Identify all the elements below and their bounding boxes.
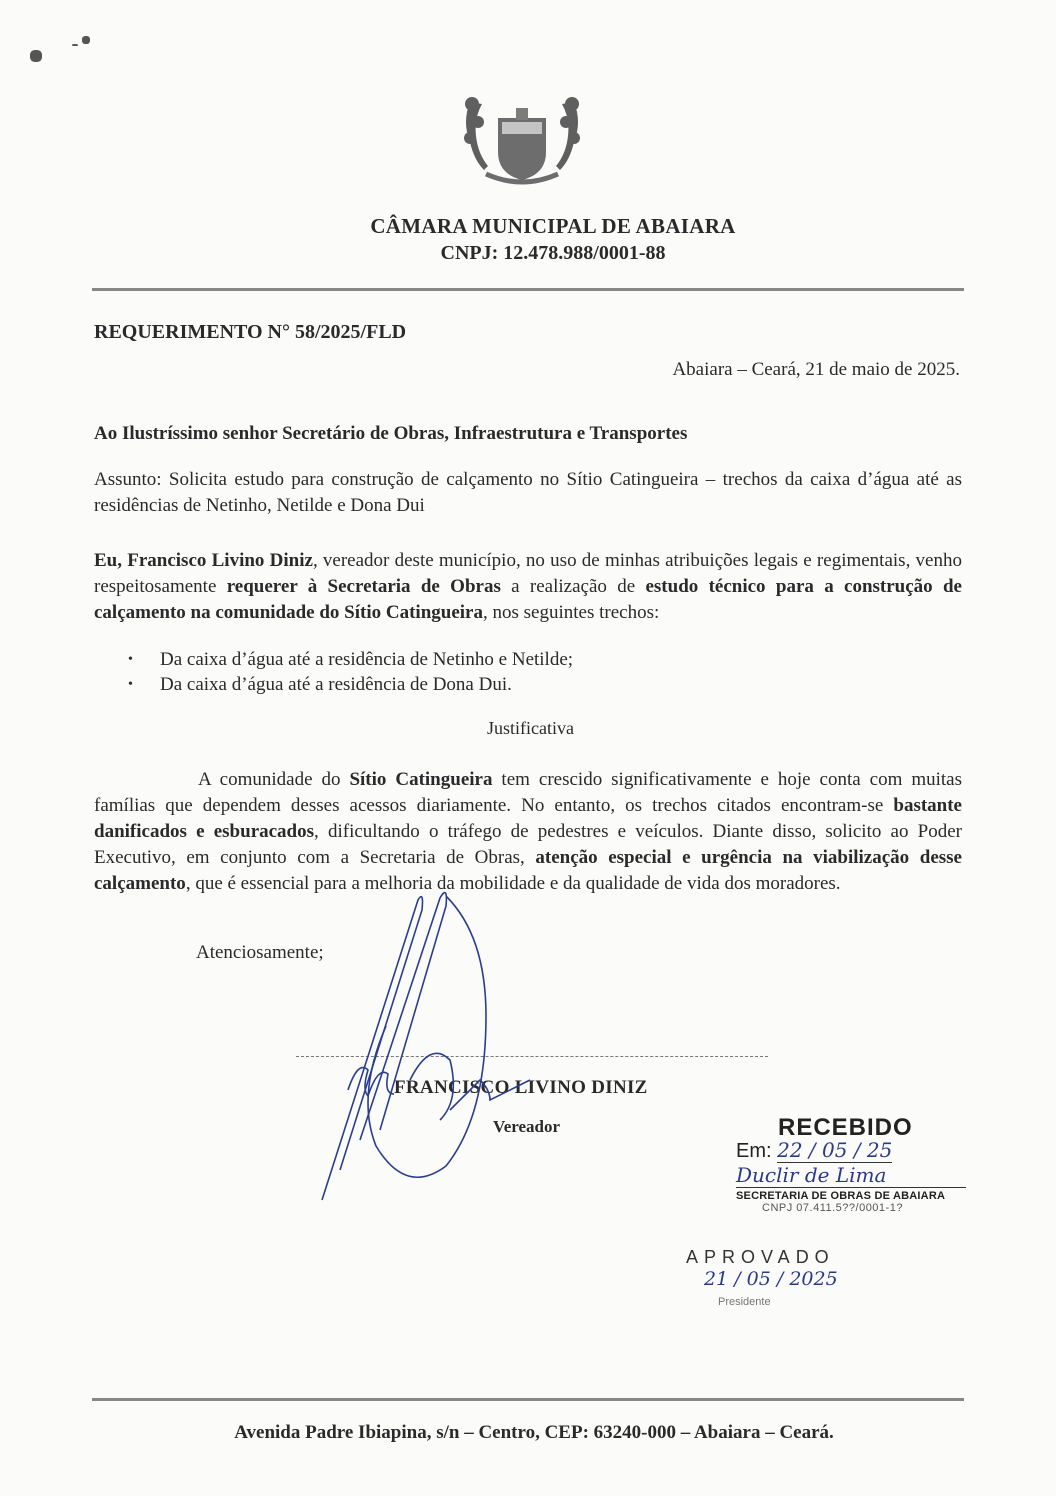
scan-speck — [72, 44, 78, 46]
scan-speck — [82, 36, 90, 44]
intro-paragraph — [94, 548, 962, 626]
subject: Assunto: Solicita estudo para construção de calçamento no Sítio Catingueira – trechos da caixa d’água até as residências de Netinho, Netilde e Dona Dui — [94, 469, 962, 516]
received-date: 22 / 05 / 25 — [777, 1138, 893, 1162]
scan-speck — [30, 50, 42, 62]
approved-role: Presidente — [718, 1296, 771, 1308]
just-text-3: , dificultando o tráfego de pedestres e veículos. Diante disso, solicito ao Poder Executivo, em conjunto com a Secretaria de Obras, — [94, 821, 962, 868]
closing: Atenciosamente; — [196, 942, 324, 963]
intro-text-2: a realização de — [500, 576, 646, 597]
signer-role: Vereador — [493, 1117, 561, 1136]
signer-name: FRANCISCO LIVINO DINIZ — [394, 1077, 648, 1098]
footer-address: Avenida Padre Ibiapina, s/n – Centro, CEP: 63240-000 – Abaiara – Ceará. — [234, 1422, 834, 1443]
received-signature: Duclir de Lima — [736, 1163, 966, 1188]
approved-date: 21 / 05 / 2025 — [704, 1268, 838, 1290]
list-item: • Da caixa d’água até a residência de Netinho e Netilde; — [128, 647, 573, 672]
handwritten-signature — [300, 880, 580, 1210]
intro-bold-3: estudo técnico para a construção de calçamento na comunidade do Sítio Catingueira — [94, 576, 962, 623]
received-em-label: Em: — [736, 1140, 772, 1162]
justification-heading: Justificativa — [487, 718, 574, 738]
received-stamp-title: RECEBIDO — [778, 1114, 913, 1141]
institution-cnpj: CNPJ: 12.478.988/0001-88 — [440, 242, 666, 264]
municipal-crest-icon — [456, 82, 588, 194]
stretch-list — [128, 647, 573, 697]
just-bold-3: atenção especial e urgência na viabilização desse calçamento — [94, 847, 962, 894]
addressee: Ao Ilustríssimo senhor Secretário de Obras, Infraestrutura e Transportes — [94, 423, 688, 444]
justification-paragraph — [94, 767, 962, 897]
list-item: • Da caixa d’água até a residência de Dona Dui. — [128, 672, 573, 697]
intro-bold-1: Eu, Francisco Livino Diniz — [94, 550, 313, 571]
institution-name: CÂMARA MUNICIPAL DE ABAIARA — [370, 214, 736, 238]
approved-stamp-title: APROVADO — [686, 1247, 835, 1267]
just-bold-2: bastante danificados e esburacados — [94, 795, 962, 842]
intro-bold-2: requerer à Secretaria de Obras — [226, 576, 501, 597]
document-number: REQUERIMENTO N° 58/2025/FLD — [94, 321, 407, 343]
received-department: SECRETARIA DE OBRAS DE ABAIARA — [736, 1190, 946, 1202]
just-text-2: tem crescido significativamente e hoje conta com muitas famílias que dependem desses acessos diariamente. No entanto, os trechos citados encontram-se — [94, 769, 963, 816]
just-text-4: , que é essencial para a melhoria da mobilidade e da qualidade de vida dos moradores. — [185, 873, 841, 894]
place-date: Abaiara – Ceará, 21 de maio de 2025. — [672, 359, 960, 380]
header-divider — [92, 288, 964, 291]
just-text-1: A comunidade do — [198, 769, 350, 790]
received-stamp — [736, 1114, 976, 1214]
intro-text-1: , vereador deste município, no uso de minhas atribuições legais e regimentais, venho respeitosamente — [94, 550, 962, 597]
just-bold-1: Sítio Catingueira — [349, 769, 493, 790]
approved-stamp — [686, 1247, 906, 1308]
received-cnpj: CNPJ 07.411.5??/0001-1? — [762, 1202, 903, 1214]
intro-text-3: , nos seguintes trechos: — [482, 602, 660, 623]
footer-divider — [92, 1398, 964, 1401]
